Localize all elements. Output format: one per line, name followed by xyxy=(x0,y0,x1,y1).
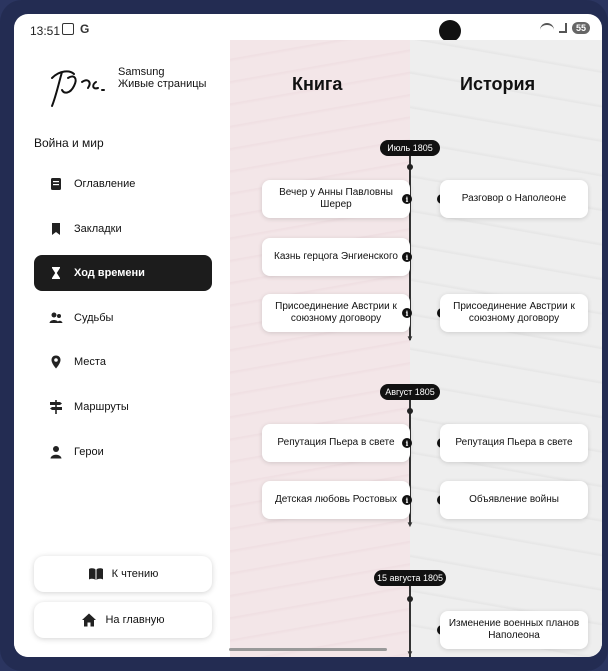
people-icon xyxy=(48,310,64,326)
date-marker: Август 1805 xyxy=(380,384,440,400)
home-button[interactable] xyxy=(34,602,212,638)
history-event-card[interactable]: Репутация Пьера в свете xyxy=(440,424,588,462)
sidebar-item-heroes[interactable] xyxy=(34,434,212,470)
brand-logo xyxy=(48,64,218,110)
open-book-icon xyxy=(88,566,104,582)
book-event-card[interactable]: Вечер у Анны Павловны Шерер xyxy=(262,180,410,218)
bookmark-icon xyxy=(48,221,64,237)
sidebar-nav xyxy=(34,166,212,478)
info-icon[interactable]: i xyxy=(402,495,412,505)
gesture-bar[interactable] xyxy=(229,648,387,651)
book-event-card[interactable]: Репутация Пьера в свете xyxy=(262,424,410,462)
hourglass-icon xyxy=(48,265,64,281)
timeline-dot xyxy=(407,408,413,414)
read-button[interactable] xyxy=(34,556,212,592)
book-icon xyxy=(48,176,64,192)
read-button-label: К чтению xyxy=(111,568,159,580)
brand-line2: Живые страницы xyxy=(118,78,207,90)
book-column-background xyxy=(230,40,410,657)
timeline-arrow-icon: ▼ xyxy=(406,334,414,343)
signpost-icon xyxy=(48,399,64,415)
book-event-card[interactable]: Казнь герцога Энгиенского xyxy=(262,238,410,276)
history-event-card[interactable]: Присоединение Австрии к союзному договору xyxy=(440,294,588,332)
sidebar-item-label: Судьбы xyxy=(74,311,114,324)
sidebar-item-contents[interactable] xyxy=(34,166,212,202)
signature-logo-icon xyxy=(48,64,112,110)
sidebar-item-label: Герои xyxy=(74,445,104,458)
book-event-card[interactable]: Присоединение Австрии к союзному договору xyxy=(262,294,410,332)
date-marker: 15 августа 1805 xyxy=(374,570,446,586)
history-event-card[interactable]: Разговор о Наполеоне xyxy=(440,180,588,218)
history-event-card[interactable]: Объявление войны xyxy=(440,481,588,519)
info-icon[interactable]: i xyxy=(402,252,412,262)
brand-line1: Samsung xyxy=(118,66,165,78)
status-system-icons xyxy=(540,22,590,34)
home-button-label: На главную xyxy=(105,614,165,626)
camera-cutout xyxy=(439,20,461,42)
wifi-icon xyxy=(540,23,554,33)
status-time: 13:51 xyxy=(30,24,61,38)
brand-text xyxy=(118,66,206,90)
timeline-dot xyxy=(407,164,413,170)
sidebar-item-fates[interactable] xyxy=(34,300,212,336)
sidebar-item-label: Маршруты xyxy=(74,400,129,413)
info-icon[interactable]: i xyxy=(402,308,412,318)
history-column-title: История xyxy=(460,74,536,94)
sidebar-item-places[interactable] xyxy=(34,344,212,380)
sidebar-item-label: Закладки xyxy=(74,222,122,235)
history-column-background xyxy=(410,40,602,657)
timeline-arrow-icon: ▼ xyxy=(406,649,414,657)
map-pin-icon xyxy=(48,354,64,370)
status-notification-icons xyxy=(62,23,89,35)
book-title: Война и мир xyxy=(34,136,104,150)
screenshot-icon xyxy=(62,23,74,35)
timeline-dot xyxy=(407,596,413,602)
book-event-card[interactable]: Детская любовь Ростовых xyxy=(262,481,410,519)
sidebar-item-bookmarks[interactable] xyxy=(34,211,212,247)
sidebar-item-label: Места xyxy=(74,356,106,369)
date-marker: Июль 1805 xyxy=(380,140,440,156)
history-event-card[interactable]: Изменение военных планов Наполеона xyxy=(440,611,588,649)
signal-icon xyxy=(559,23,567,33)
timeline-panel[interactable] xyxy=(230,40,602,657)
info-icon[interactable]: i xyxy=(402,438,412,448)
battery-icon: 55 xyxy=(572,22,590,34)
sidebar-item-label: Оглавление xyxy=(74,178,136,190)
info-icon[interactable]: i xyxy=(402,194,412,204)
timeline-arrow-icon: ▼ xyxy=(406,520,414,529)
person-icon xyxy=(48,444,64,460)
sidebar xyxy=(14,46,230,657)
sidebar-item-label: Ход времени xyxy=(74,267,145,280)
screen xyxy=(14,14,602,657)
book-column-title: Книга xyxy=(292,74,343,94)
sidebar-item-timeline[interactable] xyxy=(34,255,212,291)
google-icon: G xyxy=(80,22,90,36)
sidebar-item-routes[interactable] xyxy=(34,389,212,425)
home-icon xyxy=(81,612,97,628)
